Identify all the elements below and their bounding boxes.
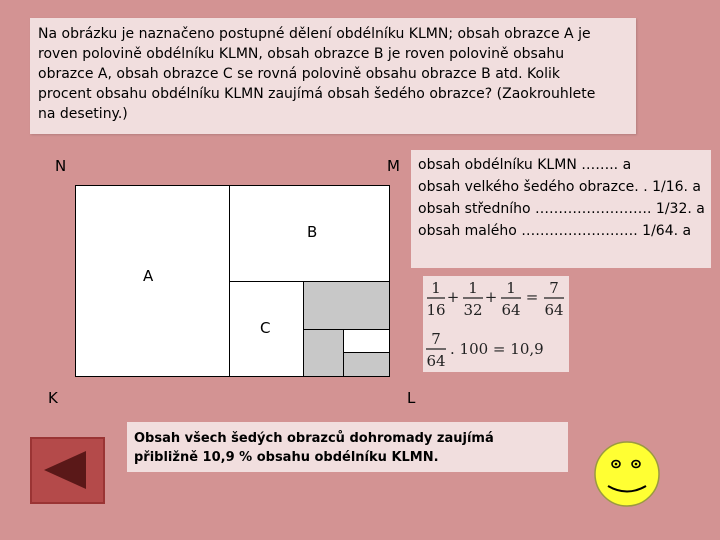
info-line-klmn: obsah obdélníku KLMN …….. a [418,157,632,173]
sum-numerator: 7 [549,279,559,297]
calc-result: . 100 = 10,9 [450,340,544,358]
region-label-b: B [307,223,318,241]
fraction-2-denominator: 32 [463,301,483,319]
gray-small-region [343,352,390,377]
region-label-c: C [260,319,271,337]
calc-numerator: 7 [431,330,441,348]
smiley-face-icon [592,439,662,509]
info-line-small: obsah malého ……………………. 1/64. a [418,223,692,239]
info-line-medium: obsah středního ……………………. 1/32. a [418,201,705,217]
back-triangle-icon [30,437,105,504]
answer-box [127,422,568,472]
corner-label-n: N [55,157,67,175]
fraction-3-numerator: 1 [506,279,516,297]
corner-label-k: K [48,389,58,407]
formula-graphic [423,276,569,372]
corner-label-m: M [387,157,400,175]
sum-denominator: 64 [544,301,564,319]
question-line: obrazce A, obsah obrazce C se rovná polovině obsahu obrazce B atd. Kolik [38,66,560,82]
formula-box [423,276,569,372]
back-button[interactable] [30,437,105,504]
calc-denominator: 64 [426,352,446,370]
small-white-region [343,329,390,353]
plus-sign: + [484,288,498,306]
question-line: procent obsahu obdélníku KLMN zaujímá obsah šedého obrazce? (Zaokrouhlete [38,86,596,102]
answer-text: Obsah všech šedých obrazců dohromady zaujímá přibližně 10,9 % obsahu obdélníku KLMN. [134,431,494,465]
gray-medium-region [303,329,344,377]
fraction-2-numerator: 1 [468,279,478,297]
question-line: roven polovině obdélníku KLMN, obsah obrazce B je roven polovině obsahu [38,46,565,62]
equals-sign: = [525,288,539,306]
gray-large-region [303,281,390,330]
fraction-1-denominator: 16 [426,301,446,319]
question-text [38,24,630,124]
fraction-3-denominator: 64 [501,301,521,319]
fraction-1-numerator: 1 [431,279,441,297]
corner-label-l: L [407,389,416,407]
question-box [30,18,636,134]
info-line-large-gray: obsah velkého šedého obrazce. . 1/16. a [418,179,702,195]
question-line: Na obrázku je naznačeno postupné dělení obdélníku KLMN; obsah obrazce A je [38,26,591,42]
area-info-box [411,150,711,268]
region-label-a: A [143,267,154,285]
question-line: na desetiny.) [38,106,128,122]
plus-sign: + [446,288,460,306]
